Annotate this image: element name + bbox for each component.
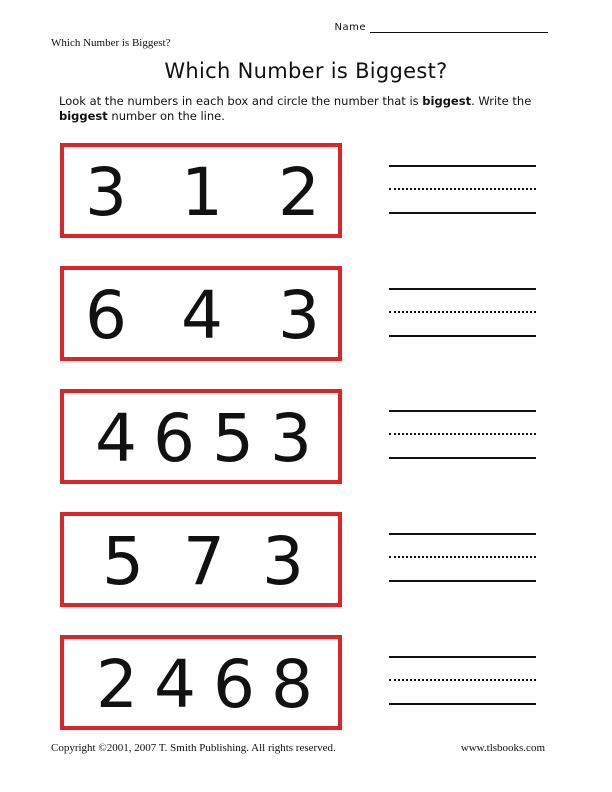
answer-dotted-line — [389, 311, 536, 313]
name-label: Name — [334, 22, 366, 33]
number-choice[interactable]: 4 — [154, 646, 196, 723]
problem-5 — [60, 635, 342, 730]
number-choice[interactable]: 6 — [213, 646, 255, 723]
number-choice[interactable]: 3 — [85, 154, 127, 231]
number-box — [60, 389, 342, 484]
number-choice[interactable]: 3 — [262, 523, 304, 600]
number-choice[interactable]: 3 — [270, 400, 312, 477]
instructions-bold-2: biggest — [59, 109, 108, 123]
name-row — [334, 20, 548, 33]
problem-2 — [60, 266, 342, 361]
problem-4 — [60, 512, 342, 607]
answer-lines-4[interactable] — [389, 533, 536, 583]
answer-bottom-line — [389, 703, 536, 705]
answer-bottom-line — [389, 457, 536, 459]
page-title: Which Number is Biggest? — [164, 59, 448, 83]
number-choice[interactable]: 6 — [85, 277, 127, 354]
answer-dotted-line — [389, 556, 536, 558]
answer-dotted-line — [389, 433, 536, 435]
name-line[interactable] — [370, 20, 548, 33]
number-choice[interactable]: 4 — [95, 400, 137, 477]
copyright-text: Copyright ©2001, 2007 T. Smith Publishing. All rights reserved. — [51, 742, 336, 754]
number-box — [60, 512, 342, 607]
number-choice[interactable]: 1 — [181, 154, 223, 231]
answer-top-line — [389, 656, 536, 658]
answer-lines-3[interactable] — [389, 410, 536, 460]
answer-bottom-line — [389, 335, 536, 337]
answer-bottom-line — [389, 212, 536, 214]
number-choice[interactable]: 4 — [181, 277, 223, 354]
answer-lines-1[interactable] — [389, 165, 536, 215]
website-link[interactable]: www.tlsbooks.com — [460, 742, 545, 754]
number-choice[interactable]: 2 — [96, 646, 138, 723]
number-choice[interactable]: 7 — [183, 523, 225, 600]
answer-top-line — [389, 410, 536, 412]
number-choice[interactable]: 5 — [212, 400, 254, 477]
instructions: Look at the numbers in each box and circle the number that is biggest. Write the biggest number on the line. — [59, 94, 532, 123]
number-box — [60, 266, 342, 361]
number-choice[interactable]: 2 — [278, 154, 320, 231]
answer-dotted-line — [389, 679, 536, 681]
number-choice[interactable]: 8 — [271, 646, 313, 723]
number-box — [60, 635, 342, 730]
answer-dotted-line — [389, 188, 536, 190]
number-choice[interactable]: 5 — [102, 523, 144, 600]
short-title: Which Number is Biggest? — [51, 37, 171, 49]
number-choice[interactable]: 3 — [278, 277, 320, 354]
number-choice[interactable]: 6 — [153, 400, 195, 477]
instructions-bold-1: biggest — [422, 94, 472, 108]
problem-1 — [60, 143, 342, 238]
answer-bottom-line — [389, 580, 536, 582]
answer-lines-2[interactable] — [389, 288, 536, 338]
number-box — [60, 143, 342, 238]
answer-top-line — [389, 288, 536, 290]
answer-top-line — [389, 165, 536, 167]
problem-3 — [60, 389, 342, 484]
answer-top-line — [389, 533, 536, 535]
answer-lines-5[interactable] — [389, 656, 536, 706]
